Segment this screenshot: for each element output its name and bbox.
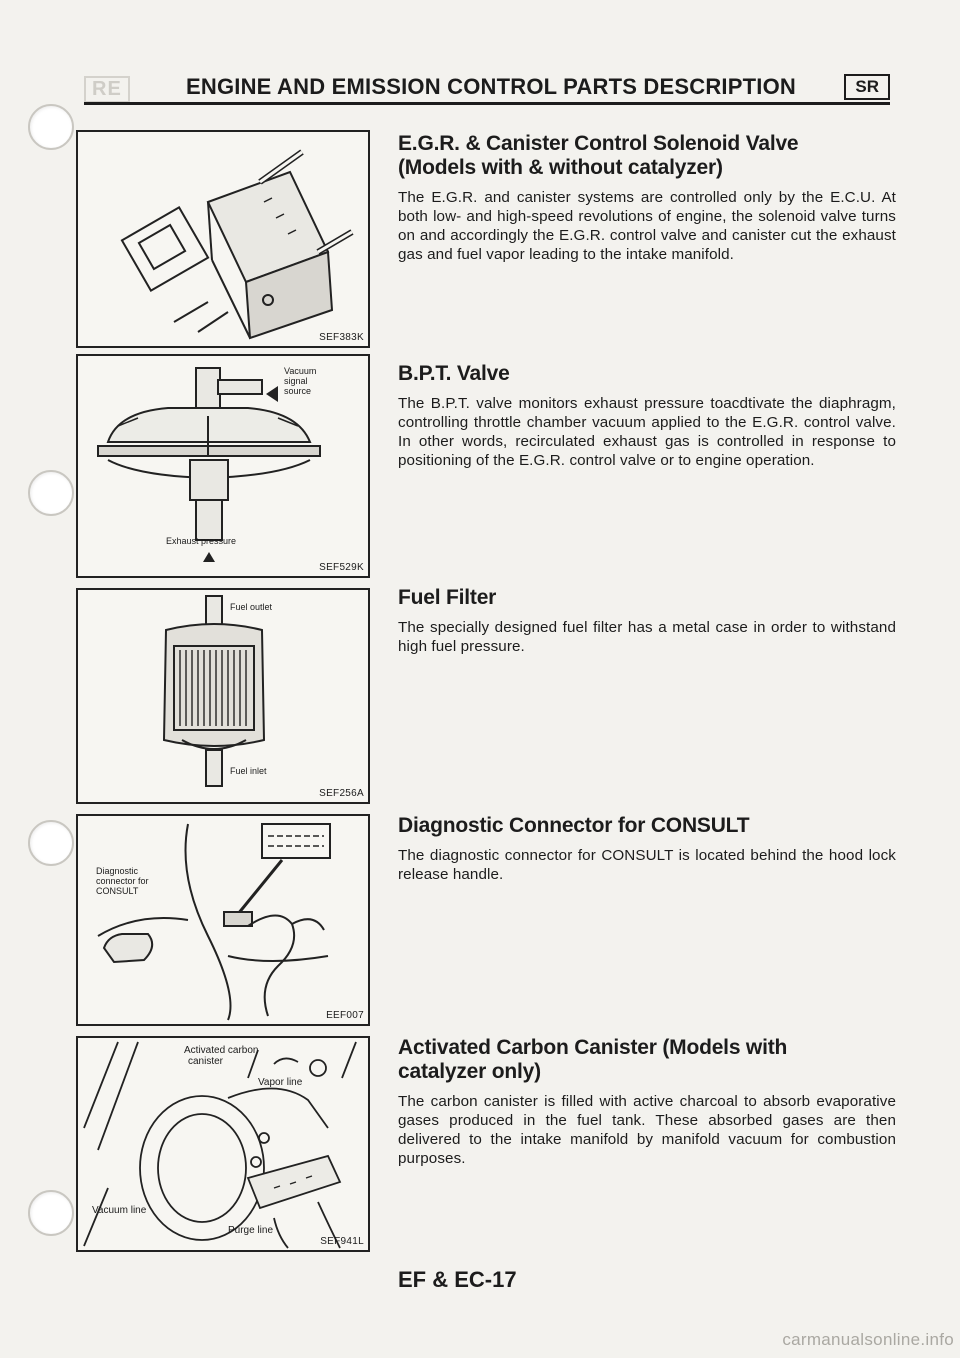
- section-title: [398, 132, 896, 180]
- label-exhaust-pressure: Exhaust pressure: [166, 536, 237, 546]
- figure-code: SEF529K: [319, 562, 364, 573]
- label-connector-for: connector for: [96, 876, 149, 886]
- section-body: The specially designed fuel filter has a metal case in order to withstand high fuel pressure.: [398, 619, 896, 655]
- figure-code: SEF256A: [319, 788, 364, 799]
- section-body: The carbon canister is filled with active charcoal to absorb evaporative gases produced in the fuel tank. These absorbed gases are then delivered to the intake manifold by manifold vacuum for combustion purposes.: [398, 1093, 896, 1167]
- section-fuel-filter: [398, 586, 896, 656]
- page-number: EF & EC-17: [398, 1267, 517, 1292]
- watermark: carmanualsonline.info: [782, 1330, 954, 1349]
- section-title-line2: (Models with & without catalyzer): [398, 156, 723, 179]
- label-vacuum: Vacuum: [284, 366, 317, 376]
- label-vacuum-line: Vacuum line: [92, 1205, 147, 1216]
- section-body: The diagnostic connector for CONSULT is located behind the hood lock release handle.: [398, 847, 896, 883]
- figure-code: SEF383K: [319, 332, 364, 343]
- page-header: [84, 66, 890, 106]
- section-body: The B.P.T. valve monitors exhaust pressure toacdtivate the diaphragm, controlling throttle chamber vacuum applied to the E.G.R. control valve. In other words, recirculated exhaust gas is controlled in response to positioning of the E.G.R. control valve or to engine operation.: [398, 395, 896, 469]
- figure-solenoid-valve: [76, 130, 370, 348]
- label-source: source: [284, 386, 312, 396]
- section-title: Diagnostic Connector for CONSULT: [398, 814, 750, 837]
- section-tag: SR: [844, 74, 890, 100]
- section-egr-canister-solenoid: [398, 132, 896, 264]
- section-title-line1: Activated Carbon Canister (Models with: [398, 1036, 788, 1059]
- fuel-filter-illustration: [78, 590, 368, 802]
- label-diagnostic: Diagnostic: [96, 866, 139, 876]
- section-title-line2: catalyzer only): [398, 1060, 541, 1083]
- solenoid-valve-illustration: [78, 132, 368, 346]
- figure-carbon-canister: [76, 1036, 370, 1252]
- binder-hole: [28, 820, 74, 866]
- ghost-section-tag: RE: [84, 76, 130, 103]
- section-diagnostic-connector: [398, 814, 896, 884]
- label-purge-line: Purge line: [228, 1225, 274, 1236]
- binder-hole: [28, 104, 74, 150]
- section-bpt-valve: [398, 362, 896, 470]
- label-fuel-inlet: Fuel inlet: [230, 766, 267, 776]
- section-title: [398, 1036, 896, 1084]
- section-title-line1: E.G.R. & Canister Control Solenoid Valve: [398, 132, 799, 155]
- section-title: B.P.T. Valve: [398, 362, 510, 385]
- figure-code: SEF941L: [320, 1236, 364, 1247]
- label-vapor-line: Vapor line: [258, 1077, 303, 1088]
- section-carbon-canister: [398, 1036, 896, 1168]
- section-title: Fuel Filter: [398, 586, 497, 609]
- label-activated-carbon: Activated carbon: [184, 1045, 259, 1056]
- figure-fuel-filter: [76, 588, 370, 804]
- label-fuel-outlet: Fuel outlet: [230, 602, 273, 612]
- figure-code: EEF007: [326, 1010, 364, 1021]
- binder-hole: [28, 1190, 74, 1236]
- label-canister: canister: [188, 1056, 224, 1067]
- header-rule: [84, 102, 890, 105]
- carbon-canister-illustration: [78, 1038, 368, 1250]
- label-consult: CONSULT: [96, 886, 139, 896]
- diagnostic-connector-illustration: [78, 816, 368, 1024]
- binder-hole: [28, 470, 74, 516]
- label-signal: signal: [284, 376, 308, 386]
- section-body: The E.G.R. and canister systems are controlled only by the E.C.U. At both low- and high-speed revolutions of engine, the solenoid valve turns on and accordingly the E.G.R. control valve and canister cut the exhaust gas and fuel vapor leading to the intake manifold.: [398, 189, 896, 263]
- page-title: ENGINE AND EMISSION CONTROL PARTS DESCRIPTION: [186, 74, 796, 99]
- figure-bpt-valve: [76, 354, 370, 578]
- figure-diagnostic-connector: [76, 814, 370, 1026]
